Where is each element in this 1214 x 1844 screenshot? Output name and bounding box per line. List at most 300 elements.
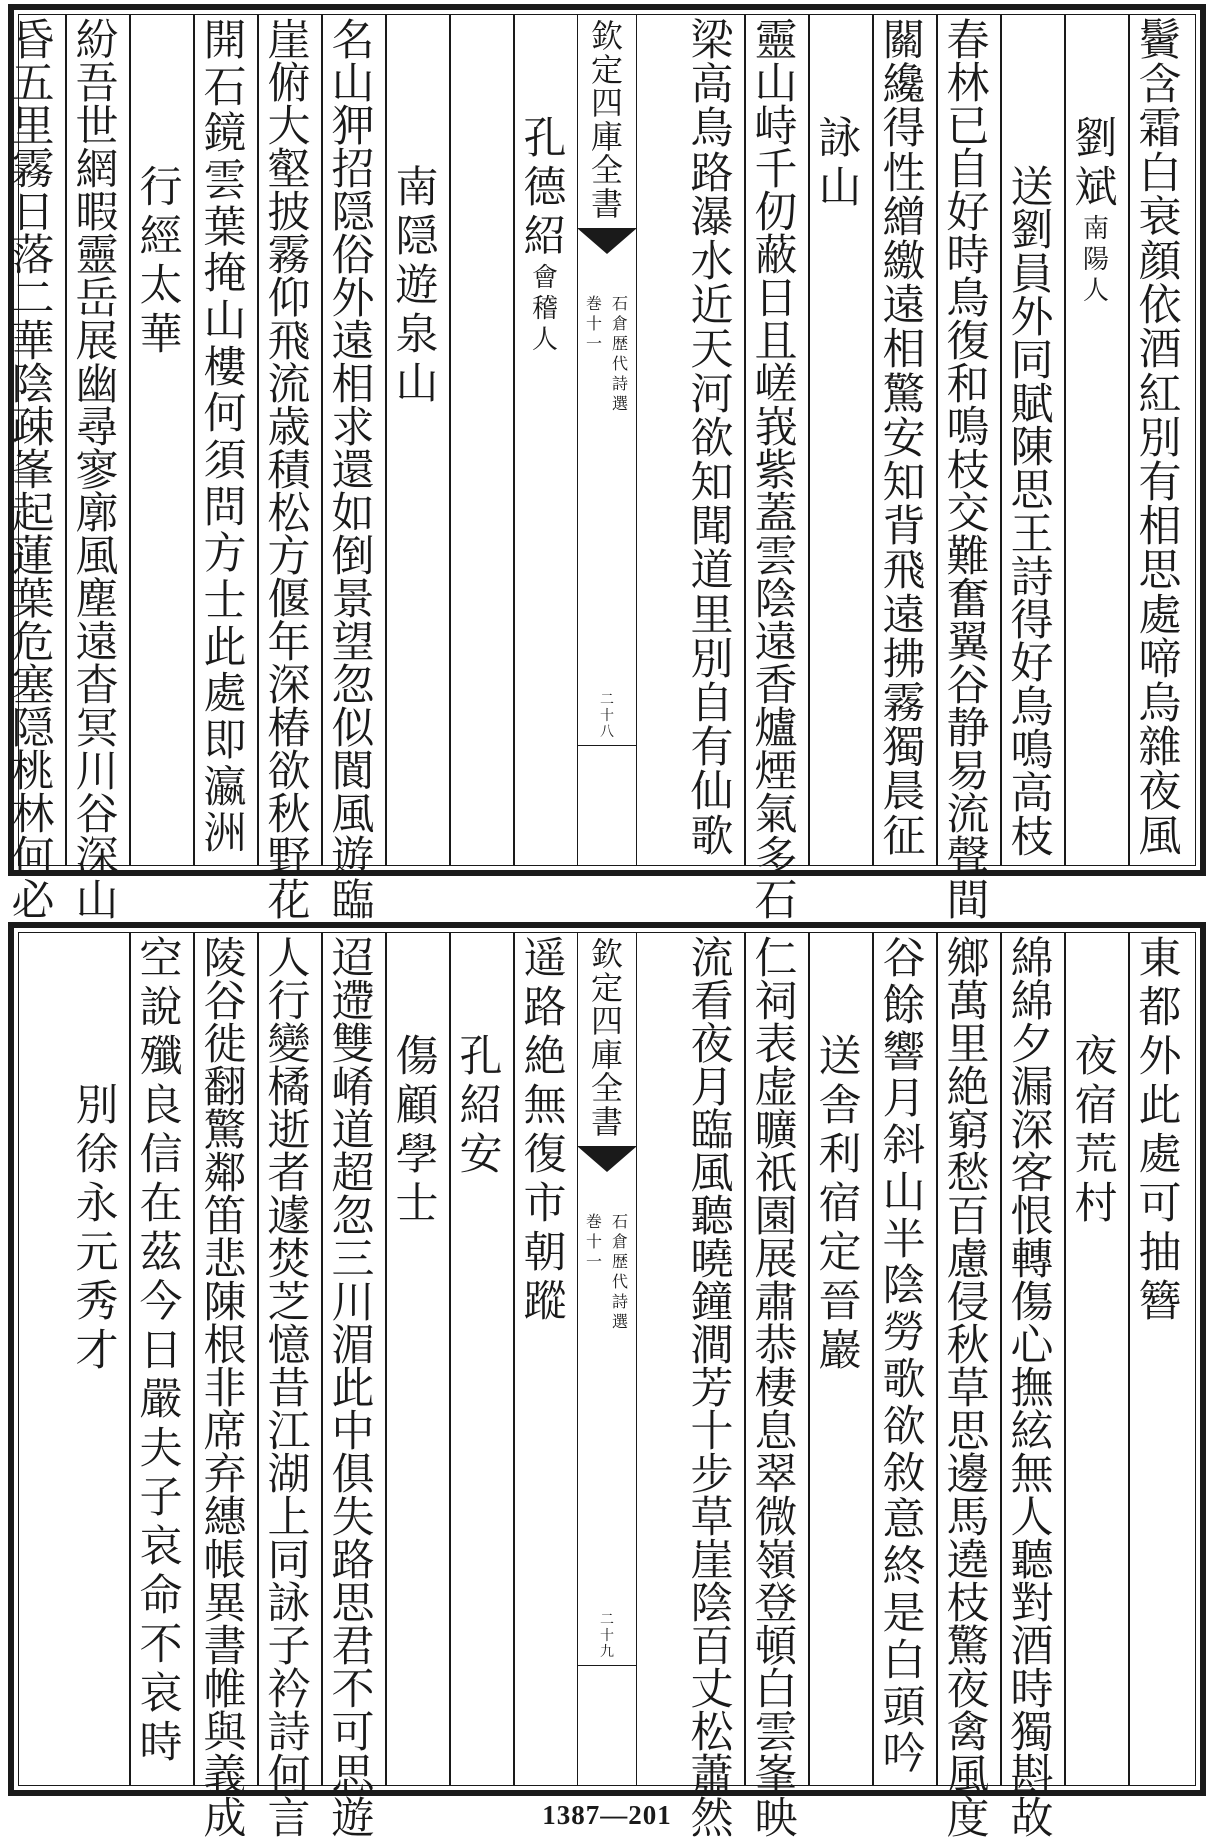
glyph: 宿 bbox=[1074, 1081, 1118, 1131]
glyph: 成 bbox=[203, 1794, 247, 1844]
glyph: 書 bbox=[203, 1622, 247, 1672]
glyph: 隠 bbox=[331, 188, 375, 238]
column-rule bbox=[1064, 14, 1066, 866]
text-column bbox=[385, 20, 449, 860]
glyph: 歳 bbox=[267, 403, 311, 453]
glyph: 日 bbox=[754, 274, 798, 324]
glyph: 園 bbox=[754, 1192, 798, 1242]
glyph: 草 bbox=[946, 1364, 990, 1414]
glyph: 故 bbox=[1010, 1794, 1054, 1844]
glyph: 廓 bbox=[75, 489, 119, 539]
glyph: 杳 bbox=[75, 661, 119, 711]
glyph: 椿 bbox=[267, 704, 311, 754]
glyph: 山 bbox=[331, 59, 375, 109]
glyph: 嶺 bbox=[754, 1536, 798, 1586]
glyph: 處 bbox=[1138, 590, 1182, 641]
glyph: 祠 bbox=[754, 977, 798, 1027]
glyph: 信 bbox=[139, 1130, 183, 1180]
glyph: 別 bbox=[1138, 413, 1182, 464]
text-column bbox=[744, 934, 808, 1844]
column-rule bbox=[513, 932, 515, 1786]
glyph: 詩 bbox=[267, 1708, 311, 1758]
glyph: 深 bbox=[75, 833, 119, 883]
glyph: 斜 bbox=[882, 1121, 926, 1172]
column-rule bbox=[321, 932, 323, 1786]
column-rule bbox=[744, 932, 746, 1786]
glyph: 陵 bbox=[203, 934, 247, 984]
glyph: 桃 bbox=[11, 747, 55, 797]
glyph: 深 bbox=[267, 661, 311, 711]
glyph: 殲 bbox=[139, 1032, 183, 1082]
glyph: 慮 bbox=[946, 1235, 990, 1285]
glyph: 言 bbox=[267, 1794, 311, 1844]
glyph: 勞 bbox=[882, 1308, 926, 1359]
glyph: 安 bbox=[882, 413, 926, 464]
glyph: 上 bbox=[267, 1493, 311, 1543]
glyph: 景 bbox=[331, 575, 375, 625]
glyph: 焚 bbox=[267, 1235, 311, 1285]
glyph: 恨 bbox=[1010, 1192, 1054, 1242]
glyph: 同 bbox=[267, 1536, 311, 1586]
glyph: 得 bbox=[1010, 596, 1054, 647]
glyph: 驚 bbox=[882, 369, 926, 420]
glyph: 松 bbox=[267, 489, 311, 539]
glyph: 翻 bbox=[203, 1063, 247, 1113]
glyph: 逝 bbox=[267, 1106, 311, 1156]
glyph: 顧 bbox=[395, 1081, 439, 1131]
glyph: 鏡 bbox=[203, 109, 247, 160]
glyph: 泉 bbox=[395, 310, 439, 360]
glyph: 橘 bbox=[267, 1063, 311, 1113]
glyph: 遠 bbox=[882, 281, 926, 332]
column-rule bbox=[257, 932, 259, 1786]
glyph: 松 bbox=[690, 1708, 734, 1758]
glyph: 曉 bbox=[690, 1235, 734, 1285]
glyph: 客 bbox=[1010, 1149, 1054, 1199]
glyph: 利 bbox=[818, 1130, 862, 1180]
glyph: 月 bbox=[690, 1063, 734, 1113]
glyph: 高 bbox=[690, 60, 734, 111]
glyph: 說 bbox=[139, 983, 183, 1033]
text-column bbox=[513, 934, 577, 1780]
glyph: 烏 bbox=[1138, 679, 1182, 730]
glyph: 員 bbox=[1010, 249, 1054, 300]
glyph: 五 bbox=[11, 59, 55, 109]
glyph: 蕭 bbox=[690, 1751, 734, 1801]
glyph: 流 bbox=[946, 790, 990, 840]
glyph: 南 bbox=[395, 163, 439, 213]
glyph: 酒 bbox=[1138, 325, 1182, 376]
column-rule bbox=[1000, 932, 1002, 1786]
glyph: 外 bbox=[1138, 1032, 1182, 1082]
column-rule bbox=[65, 14, 67, 866]
glyph: 別 bbox=[75, 1081, 119, 1131]
glyph: 偃 bbox=[267, 575, 311, 625]
glyph: 相 bbox=[1138, 502, 1182, 553]
glyph: 鬢 bbox=[1138, 16, 1182, 66]
glyph: 時 bbox=[139, 1718, 183, 1768]
glyph: 恭 bbox=[754, 1321, 798, 1371]
glyph: 谷 bbox=[75, 790, 119, 840]
glyph: 抽 bbox=[1138, 1228, 1182, 1278]
glyph: 迢 bbox=[331, 934, 375, 984]
glyph: 展 bbox=[75, 317, 119, 367]
glyph: 劉 bbox=[1074, 114, 1118, 164]
glyph: 百 bbox=[946, 1192, 990, 1242]
glyph: 聞 bbox=[690, 502, 734, 553]
glyph: 陰 bbox=[11, 360, 55, 410]
glyph: 步 bbox=[690, 1450, 734, 1500]
glyph: 白 bbox=[754, 1665, 798, 1715]
glyph: 哀 bbox=[139, 1669, 183, 1719]
glyph: 棲 bbox=[754, 1364, 798, 1414]
glyph: 半 bbox=[882, 1214, 926, 1265]
glyph: 漏 bbox=[1010, 1063, 1054, 1113]
glyph: 征 bbox=[882, 811, 926, 862]
glyph: 行 bbox=[267, 977, 311, 1027]
glyph: 石 bbox=[203, 62, 247, 113]
glyph: 易 bbox=[946, 747, 990, 797]
glyph: 疎 bbox=[11, 403, 55, 453]
text-column bbox=[1, 16, 65, 926]
glyph-annotation: 南 bbox=[1082, 214, 1109, 244]
glyph: 映 bbox=[754, 1794, 798, 1844]
glyph: 蹤 bbox=[523, 1277, 567, 1327]
glyph: 何 bbox=[267, 1751, 311, 1801]
glyph: 鳥 bbox=[1010, 682, 1054, 733]
glyph: 斟 bbox=[1010, 1751, 1054, 1801]
glyph: 侵 bbox=[946, 1278, 990, 1328]
glyph: 隠 bbox=[395, 212, 439, 262]
glyph: 驚 bbox=[203, 1106, 247, 1156]
glyph: 行 bbox=[139, 163, 183, 213]
glyph: 響 bbox=[882, 1027, 926, 1078]
glyph: 命 bbox=[139, 1571, 183, 1621]
glyph: 何 bbox=[203, 389, 247, 440]
glyph: 臨 bbox=[690, 1106, 734, 1156]
glyph: 綿 bbox=[1010, 934, 1054, 984]
column-rule bbox=[808, 14, 810, 866]
glyph: 澗 bbox=[690, 1321, 734, 1371]
glyph: 詠 bbox=[267, 1579, 311, 1629]
glyph: 子 bbox=[139, 1473, 183, 1523]
gutter-book-title: 石 倉 歴 代 詩 選 bbox=[612, 293, 629, 413]
glyph: 鐘 bbox=[690, 1278, 734, 1328]
glyph: 餘 bbox=[882, 980, 926, 1031]
glyph: 夜 bbox=[690, 1020, 734, 1070]
glyph: 祇 bbox=[754, 1149, 798, 1199]
glyph: 二 bbox=[11, 274, 55, 324]
glyph: 爐 bbox=[754, 704, 798, 754]
glyph: 蓮 bbox=[11, 532, 55, 582]
glyph: 岳 bbox=[75, 274, 119, 324]
glyph: 變 bbox=[267, 1020, 311, 1070]
glyph: 山 bbox=[395, 359, 439, 409]
glyph: 同 bbox=[1010, 336, 1054, 387]
glyph: 昔 bbox=[267, 1364, 311, 1414]
glyph: 肅 bbox=[754, 1278, 798, 1328]
glyph: 崖 bbox=[690, 1536, 734, 1586]
glyph: 静 bbox=[946, 704, 990, 754]
glyph: 好 bbox=[1010, 639, 1054, 690]
glyph: 俯 bbox=[267, 59, 311, 109]
glyph: 空 bbox=[139, 934, 183, 984]
glyph: 年 bbox=[267, 618, 311, 668]
text-column bbox=[744, 16, 808, 926]
glyph: 梁 bbox=[690, 16, 734, 66]
column-rule bbox=[872, 14, 874, 866]
glyph: 求 bbox=[331, 403, 375, 453]
column-rule bbox=[1128, 14, 1130, 866]
glyph: 風 bbox=[331, 790, 375, 840]
column-rule bbox=[808, 932, 810, 1786]
glyph: 遶 bbox=[946, 1536, 990, 1586]
glyph: 網 bbox=[75, 145, 119, 195]
glyph: 依 bbox=[1138, 281, 1182, 332]
center-gutter bbox=[577, 932, 637, 1786]
glyph: 撫 bbox=[1010, 1364, 1054, 1414]
glyph: 俗 bbox=[331, 231, 375, 281]
text-column bbox=[808, 20, 872, 860]
glyph: 綿 bbox=[1010, 977, 1054, 1027]
glyph: 煙 bbox=[754, 747, 798, 797]
glyph: 風 bbox=[690, 1149, 734, 1199]
text-column bbox=[872, 16, 936, 862]
glyph: 難 bbox=[946, 532, 990, 582]
glyph: 歌 bbox=[882, 1355, 926, 1406]
glyph: 且 bbox=[754, 317, 798, 367]
glyph: 思 bbox=[331, 1579, 375, 1629]
glyph: 欲 bbox=[267, 747, 311, 797]
glyph: 有 bbox=[1138, 458, 1182, 509]
glyph: 簪 bbox=[1138, 1277, 1182, 1327]
glyph-annotation: 稽 bbox=[531, 294, 558, 324]
glyph: 中 bbox=[331, 1407, 375, 1457]
text-column bbox=[1000, 20, 1064, 863]
glyph: 頭 bbox=[882, 1682, 926, 1733]
column-rule bbox=[1064, 932, 1066, 1786]
glyph: 傷 bbox=[395, 1032, 439, 1082]
glyph: 山 bbox=[818, 163, 862, 213]
glyph: 還 bbox=[331, 446, 375, 496]
glyph: 已 bbox=[946, 102, 990, 152]
glyph: 名 bbox=[331, 16, 375, 66]
glyph: 相 bbox=[882, 325, 926, 376]
glyph: 雙 bbox=[331, 1020, 375, 1070]
glyph: 開 bbox=[203, 16, 247, 66]
column-rule bbox=[385, 14, 387, 866]
glyph: 鳴 bbox=[946, 403, 990, 453]
glyph: 窮 bbox=[946, 1106, 990, 1156]
glyph: 遠 bbox=[882, 590, 926, 641]
glyph: 遊 bbox=[331, 833, 375, 883]
text-column bbox=[1128, 16, 1192, 862]
glyph: 披 bbox=[267, 188, 311, 238]
glyph: 葉 bbox=[11, 575, 55, 625]
glyph: 仙 bbox=[690, 767, 734, 818]
gutter-book-title: 石 倉 歴 代 詩 選 bbox=[612, 1211, 629, 1331]
glyph: 夫 bbox=[139, 1424, 183, 1474]
glyph: 夜 bbox=[946, 1665, 990, 1715]
glyph: 夕 bbox=[1010, 1020, 1054, 1070]
glyph: 對 bbox=[1010, 1579, 1054, 1629]
glyph: 飛 bbox=[267, 317, 311, 367]
glyph: 山 bbox=[75, 876, 119, 926]
glyph: 異 bbox=[203, 1579, 247, 1629]
glyph: 遥 bbox=[523, 934, 567, 984]
text-column bbox=[449, 938, 513, 1780]
glyph: 陳 bbox=[1010, 422, 1054, 473]
glyph: 繒 bbox=[882, 192, 926, 243]
glyph: 飛 bbox=[882, 546, 926, 597]
glyph: 頓 bbox=[754, 1622, 798, 1672]
glyph: 山 bbox=[203, 296, 247, 347]
glyph: 繐 bbox=[203, 1493, 247, 1543]
glyph: 吟 bbox=[882, 1729, 926, 1780]
glyph: 林 bbox=[946, 59, 990, 109]
text-column bbox=[936, 16, 1000, 926]
glyph: 鄰 bbox=[203, 1149, 247, 1199]
glyph: 背 bbox=[882, 502, 926, 553]
glyph: 與 bbox=[203, 1708, 247, 1758]
glyph: 德 bbox=[523, 163, 567, 213]
column-rule bbox=[193, 14, 195, 866]
glyph: 得 bbox=[882, 104, 926, 155]
text-column bbox=[321, 934, 385, 1844]
column-rule bbox=[129, 14, 131, 866]
glyph: 深 bbox=[1010, 1106, 1054, 1156]
glyph: 方 bbox=[267, 532, 311, 582]
text-column bbox=[129, 20, 193, 860]
glyph: 斌 bbox=[1074, 163, 1118, 213]
glyph: 荒 bbox=[1074, 1130, 1118, 1180]
glyph: 塞 bbox=[11, 661, 55, 711]
glyph: 谷 bbox=[946, 661, 990, 711]
glyph: 帷 bbox=[203, 1665, 247, 1715]
glyph: 峯 bbox=[754, 1751, 798, 1801]
gutter-title: 欽 定 四 庫 全 書 bbox=[590, 17, 623, 223]
column-rule bbox=[1000, 14, 1002, 866]
glyph: 雲 bbox=[754, 1708, 798, 1758]
glyph: 忽 bbox=[331, 1192, 375, 1242]
glyph: 紅 bbox=[1138, 369, 1182, 420]
glyph: 絃 bbox=[1010, 1407, 1054, 1457]
glyph: 都 bbox=[1138, 983, 1182, 1033]
column-rule bbox=[449, 14, 451, 866]
glyph-annotation: 會 bbox=[531, 263, 558, 293]
glyph: 今 bbox=[139, 1277, 183, 1327]
glyph: 流 bbox=[690, 934, 734, 984]
glyph: 須 bbox=[203, 436, 247, 487]
glyph: 知 bbox=[690, 458, 734, 509]
glyph: 不 bbox=[331, 1665, 375, 1715]
glyph: 日 bbox=[11, 188, 55, 238]
glyph: 崖 bbox=[267, 16, 311, 66]
glyph: 山 bbox=[882, 1167, 926, 1218]
glyph: 秋 bbox=[946, 1321, 990, 1371]
glyph: 安 bbox=[459, 1130, 503, 1180]
glyph: 有 bbox=[690, 723, 734, 774]
glyph: 道 bbox=[331, 1106, 375, 1156]
glyph: 蔽 bbox=[754, 231, 798, 281]
glyph: 含 bbox=[1138, 60, 1182, 111]
text-column bbox=[680, 16, 744, 862]
glyph: 衰 bbox=[1138, 192, 1182, 243]
glyph: 枝 bbox=[946, 446, 990, 496]
glyph: 度 bbox=[946, 1794, 990, 1844]
glyph: 隠 bbox=[11, 704, 55, 754]
glyph: 衿 bbox=[267, 1665, 311, 1715]
glyph: 朝 bbox=[523, 1228, 567, 1278]
glyph: 臨 bbox=[331, 876, 375, 926]
glyph: 禽 bbox=[946, 1708, 990, 1758]
glyph: 芝 bbox=[267, 1278, 311, 1328]
glyph: 士 bbox=[203, 576, 247, 627]
glyph: 夜 bbox=[1138, 767, 1182, 818]
glyph: 微 bbox=[754, 1493, 798, 1543]
glyph: 啼 bbox=[1138, 634, 1182, 685]
column-rule bbox=[129, 932, 131, 1786]
glyph: 鳴 bbox=[1010, 726, 1054, 777]
glyph: 交 bbox=[946, 489, 990, 539]
glyph: 昏 bbox=[11, 16, 55, 66]
glyph: 路 bbox=[523, 983, 567, 1033]
glyph: 市 bbox=[523, 1179, 567, 1229]
glyph: 世 bbox=[75, 102, 119, 152]
glyph: 茲 bbox=[139, 1228, 183, 1278]
text-column bbox=[193, 934, 257, 1844]
glyph-annotation: 人 bbox=[531, 325, 558, 355]
glyph: 狎 bbox=[331, 102, 375, 152]
glyph: 子 bbox=[267, 1622, 311, 1672]
gutter-volume: 巻 十 一 bbox=[585, 293, 602, 353]
glyph: 息 bbox=[754, 1407, 798, 1457]
glyph: 永 bbox=[75, 1179, 119, 1229]
glyph: 崤 bbox=[331, 1063, 375, 1113]
glyph: 嚴 bbox=[139, 1375, 183, 1425]
glyph: 此 bbox=[203, 622, 247, 673]
glyph: 顔 bbox=[1138, 237, 1182, 288]
glyph: 何 bbox=[11, 833, 55, 883]
text-column bbox=[65, 938, 129, 1780]
gutter-volume: 巻 十 一 bbox=[585, 1211, 602, 1271]
glyph: 大 bbox=[267, 102, 311, 152]
glyph: 不 bbox=[139, 1620, 183, 1670]
glyph: 招 bbox=[331, 145, 375, 195]
column-rule bbox=[449, 932, 451, 1786]
glyph: 歌 bbox=[690, 811, 734, 862]
glyph: 葉 bbox=[203, 202, 247, 253]
glyph: 復 bbox=[523, 1130, 567, 1180]
glyph: 村 bbox=[1074, 1179, 1118, 1229]
glyph: 華 bbox=[139, 310, 183, 360]
glyph: 忽 bbox=[331, 661, 375, 711]
glyph: 方 bbox=[203, 529, 247, 580]
glyph: 可 bbox=[1138, 1179, 1182, 1229]
glyph: 積 bbox=[267, 446, 311, 496]
glyph: 可 bbox=[331, 1708, 375, 1758]
glyph: 仞 bbox=[754, 188, 798, 238]
glyph: 根 bbox=[203, 1321, 247, 1371]
fish-tail-mark-icon bbox=[577, 1146, 637, 1172]
glyph: 高 bbox=[1010, 769, 1054, 820]
glyph: 望 bbox=[331, 618, 375, 668]
glyph: 千 bbox=[754, 145, 798, 195]
glyph: 遠 bbox=[75, 618, 119, 668]
glyph: 必 bbox=[11, 876, 55, 926]
glyph: 意 bbox=[882, 1495, 926, 1546]
glyph: 繳 bbox=[882, 237, 926, 288]
